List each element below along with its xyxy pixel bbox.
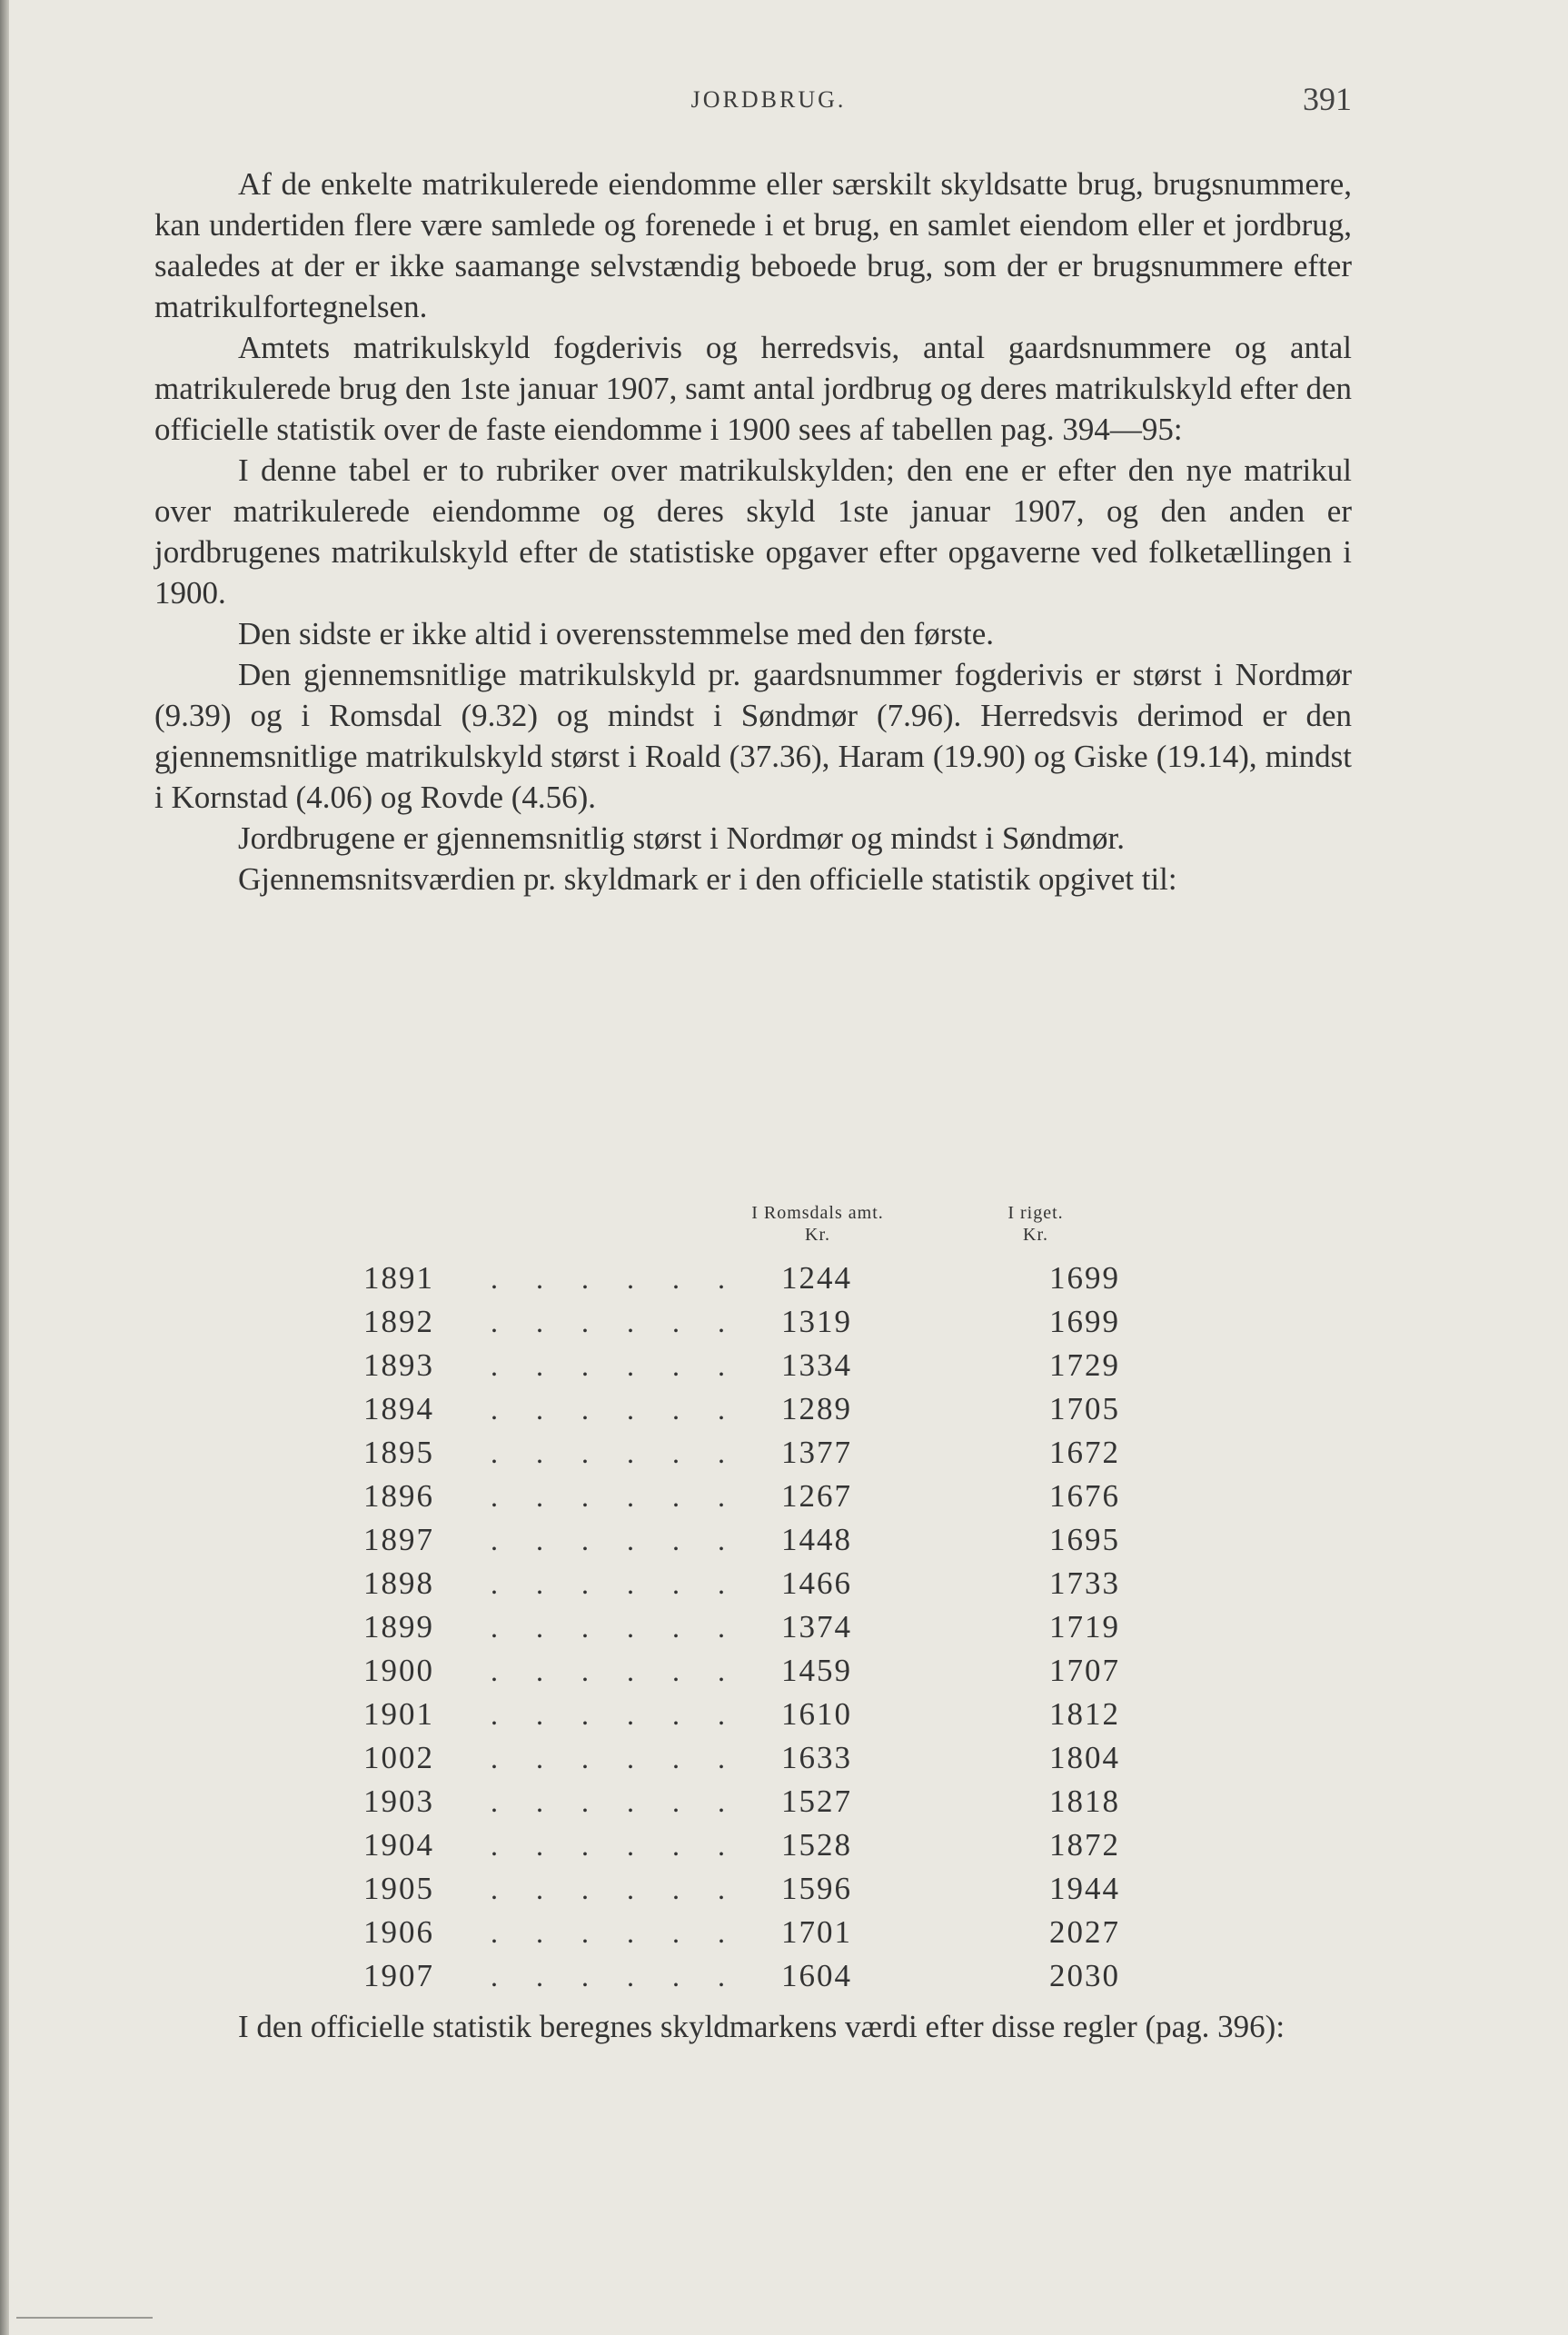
- leader-dots: . . . . . .: [491, 1698, 740, 1731]
- leader-dots: . . . . . .: [491, 1873, 740, 1905]
- riget-value-cell: 1699: [1049, 1260, 1120, 1296]
- table-row: [354, 1387, 1172, 1431]
- leader-dots: . . . . . .: [491, 1436, 740, 1469]
- table-row: [354, 1736, 1172, 1780]
- table-row: [354, 1823, 1172, 1867]
- paragraph: Den sidste er ikke altid i overensstemmelse med den første.: [238, 616, 994, 651]
- table-row: [354, 1562, 1172, 1605]
- paragraph: Amtets matrikulskyld fogderivis og herredsvis, antal gaardsnummere og antal matrikulerede brug den 1ste januar 1907, samt antal jordbrug og deres matrikulskyld efter den officielle statistik over de faste eiendomme i 1900 sees af tabellen pag. 394—95:: [154, 330, 1352, 447]
- page-number: 391: [1303, 81, 1352, 117]
- romsdal-value-cell: 1289: [781, 1391, 852, 1426]
- column-header-romsdal: [700, 1202, 936, 1246]
- riget-value-cell: 1705: [1049, 1391, 1120, 1426]
- romsdal-value-cell: 1267: [781, 1478, 852, 1514]
- leader-dots: . . . . . .: [491, 1480, 740, 1513]
- leader-dots: . . . . . .: [491, 1306, 740, 1338]
- romsdal-value-cell: 1377: [781, 1435, 852, 1470]
- paragraph: Den gjennemsnitlige matrikulskyld pr. gaardsnummer fogderivis er størst i Nordmør (9.39) og i Romsdal (9.32) og mindst i Søndmør (7.96). Herredsvis derimod er den gjennemsnitlige matrikulskyld størst i Roald (37.36), Haram (19.90) og Giske (19.14), mindst i Kornstad (4.06) og Rovde (4.56).: [154, 657, 1352, 815]
- leader-dots: . . . . . .: [491, 1524, 740, 1556]
- leader-dots: . . . . . .: [491, 1349, 740, 1382]
- year-cell: 1899: [363, 1609, 434, 1644]
- table-header: [354, 1202, 1172, 1257]
- year-cell: 1897: [363, 1522, 434, 1557]
- paragraph: I den officielle statistik beregnes skyldmarkens værdi efter disse regler (pag. 396):: [238, 2009, 1285, 2044]
- romsdal-value-cell: 1334: [781, 1347, 852, 1383]
- table-row: [354, 1431, 1172, 1475]
- riget-value-cell: 1676: [1049, 1478, 1120, 1514]
- table-body: [354, 1257, 1172, 1998]
- year-cell: 1002: [363, 1740, 434, 1775]
- year-cell: 1907: [363, 1958, 434, 1993]
- riget-value-cell: 1695: [1049, 1522, 1120, 1557]
- riget-value-cell: 2030: [1049, 1958, 1120, 1993]
- closing-paragraph: [154, 2006, 1352, 2047]
- year-cell: 1901: [363, 1696, 434, 1732]
- table-row: [354, 1344, 1172, 1387]
- column-header-riget: [954, 1202, 1117, 1246]
- romsdal-value-cell: 1244: [781, 1260, 852, 1296]
- leader-dots: . . . . . .: [491, 1393, 740, 1426]
- riget-value-cell: 1672: [1049, 1435, 1120, 1470]
- riget-value-cell: 2027: [1049, 1914, 1120, 1950]
- riget-value-cell: 1944: [1049, 1871, 1120, 1906]
- year-cell: 1893: [363, 1347, 434, 1383]
- riget-value-cell: 1872: [1049, 1827, 1120, 1863]
- romsdal-value-cell: 1610: [781, 1696, 852, 1732]
- year-cell: 1904: [363, 1827, 434, 1863]
- column-header-romsdal-unit: Kr.: [805, 1225, 830, 1245]
- year-cell: 1892: [363, 1304, 434, 1339]
- romsdal-value-cell: 1604: [781, 1958, 852, 1993]
- romsdal-value-cell: 1633: [781, 1740, 852, 1775]
- year-cell: 1894: [363, 1391, 434, 1426]
- leader-dots: . . . . . .: [491, 1567, 740, 1600]
- romsdal-value-cell: 1701: [781, 1914, 852, 1950]
- table-row: [354, 1518, 1172, 1562]
- table-row: [354, 1867, 1172, 1911]
- riget-value-cell: 1719: [1049, 1609, 1120, 1644]
- paragraph: I denne tabel er to rubriker over matrikulskylden; den ene er efter den nye matrikul over matrikulerede eiendomme og deres skyld 1ste januar 1907, og den anden er jordbrugenes matrikulskyld efter de statistiske opgaver efter opgaverne ved folketællingen i 1900.: [154, 452, 1352, 611]
- table-row: [354, 1475, 1172, 1518]
- table-row: [354, 1954, 1172, 1998]
- romsdal-value-cell: 1459: [781, 1653, 852, 1688]
- riget-value-cell: 1818: [1049, 1784, 1120, 1819]
- romsdal-value-cell: 1374: [781, 1609, 852, 1644]
- table-row: [354, 1300, 1172, 1344]
- leader-dots: . . . . . .: [491, 1960, 740, 1992]
- leader-dots: . . . . . .: [491, 1742, 740, 1774]
- romsdal-value-cell: 1466: [781, 1565, 852, 1601]
- page-binding-edge: [0, 0, 9, 2335]
- table-row: [354, 1693, 1172, 1736]
- column-header-riget-unit: Kr.: [1023, 1225, 1048, 1245]
- paragraph: Jordbrugene er gjennemsnitlig størst i Nordmør og mindst i Søndmør.: [238, 820, 1126, 856]
- riget-value-cell: 1699: [1049, 1304, 1120, 1339]
- table-row: [354, 1911, 1172, 1954]
- year-cell: 1891: [363, 1260, 434, 1296]
- romsdal-value-cell: 1596: [781, 1871, 852, 1906]
- romsdal-value-cell: 1528: [781, 1827, 852, 1863]
- year-cell: 1898: [363, 1565, 434, 1601]
- year-cell: 1903: [363, 1784, 434, 1819]
- riget-value-cell: 1707: [1049, 1653, 1120, 1688]
- column-header-romsdal-title: I Romsdals amt.: [751, 1203, 884, 1223]
- riget-value-cell: 1812: [1049, 1696, 1120, 1732]
- leader-dots: . . . . . .: [491, 1916, 740, 1949]
- table-row: [354, 1649, 1172, 1693]
- romsdal-value-cell: 1448: [781, 1522, 852, 1557]
- leader-dots: . . . . . .: [491, 1262, 740, 1295]
- year-cell: 1900: [363, 1653, 434, 1688]
- paragraph: Af de enkelte matrikulerede eiendomme eller særskilt skyldsatte brug, brugsnummere, kan undertiden flere være samlede og forenede i et brug, en samlet eiendom eller et jordbrug, saaledes at der er ikke saamange selvstændig beboede brug, som der er brugsnummere efter matrikulfortegnelsen.: [154, 166, 1352, 324]
- riget-value-cell: 1729: [1049, 1347, 1120, 1383]
- leader-dots: . . . . . .: [491, 1785, 740, 1818]
- leader-dots: . . . . . .: [491, 1611, 740, 1644]
- leader-dots: . . . . . .: [491, 1829, 740, 1862]
- page-bottom-rule: [16, 2317, 153, 2319]
- leader-dots: . . . . . .: [491, 1654, 740, 1687]
- table-row: [354, 1780, 1172, 1823]
- year-cell: 1905: [363, 1871, 434, 1906]
- paragraph: Gjennemsnitsværdien pr. skyldmark er i den officielle statistik opgivet til:: [238, 861, 1177, 897]
- year-cell: 1895: [363, 1435, 434, 1470]
- value-per-skyldmark-table: [354, 1202, 1172, 1998]
- riget-value-cell: 1804: [1049, 1740, 1120, 1775]
- column-header-riget-title: I riget.: [1007, 1203, 1064, 1223]
- year-cell: 1896: [363, 1478, 434, 1514]
- table-row: [354, 1605, 1172, 1649]
- table-row: [354, 1257, 1172, 1300]
- body-text: [154, 164, 1352, 899]
- running-head: JORDBRUG.: [690, 86, 847, 113]
- romsdal-value-cell: 1319: [781, 1304, 852, 1339]
- romsdal-value-cell: 1527: [781, 1784, 852, 1819]
- riget-value-cell: 1733: [1049, 1565, 1120, 1601]
- year-cell: 1906: [363, 1914, 434, 1950]
